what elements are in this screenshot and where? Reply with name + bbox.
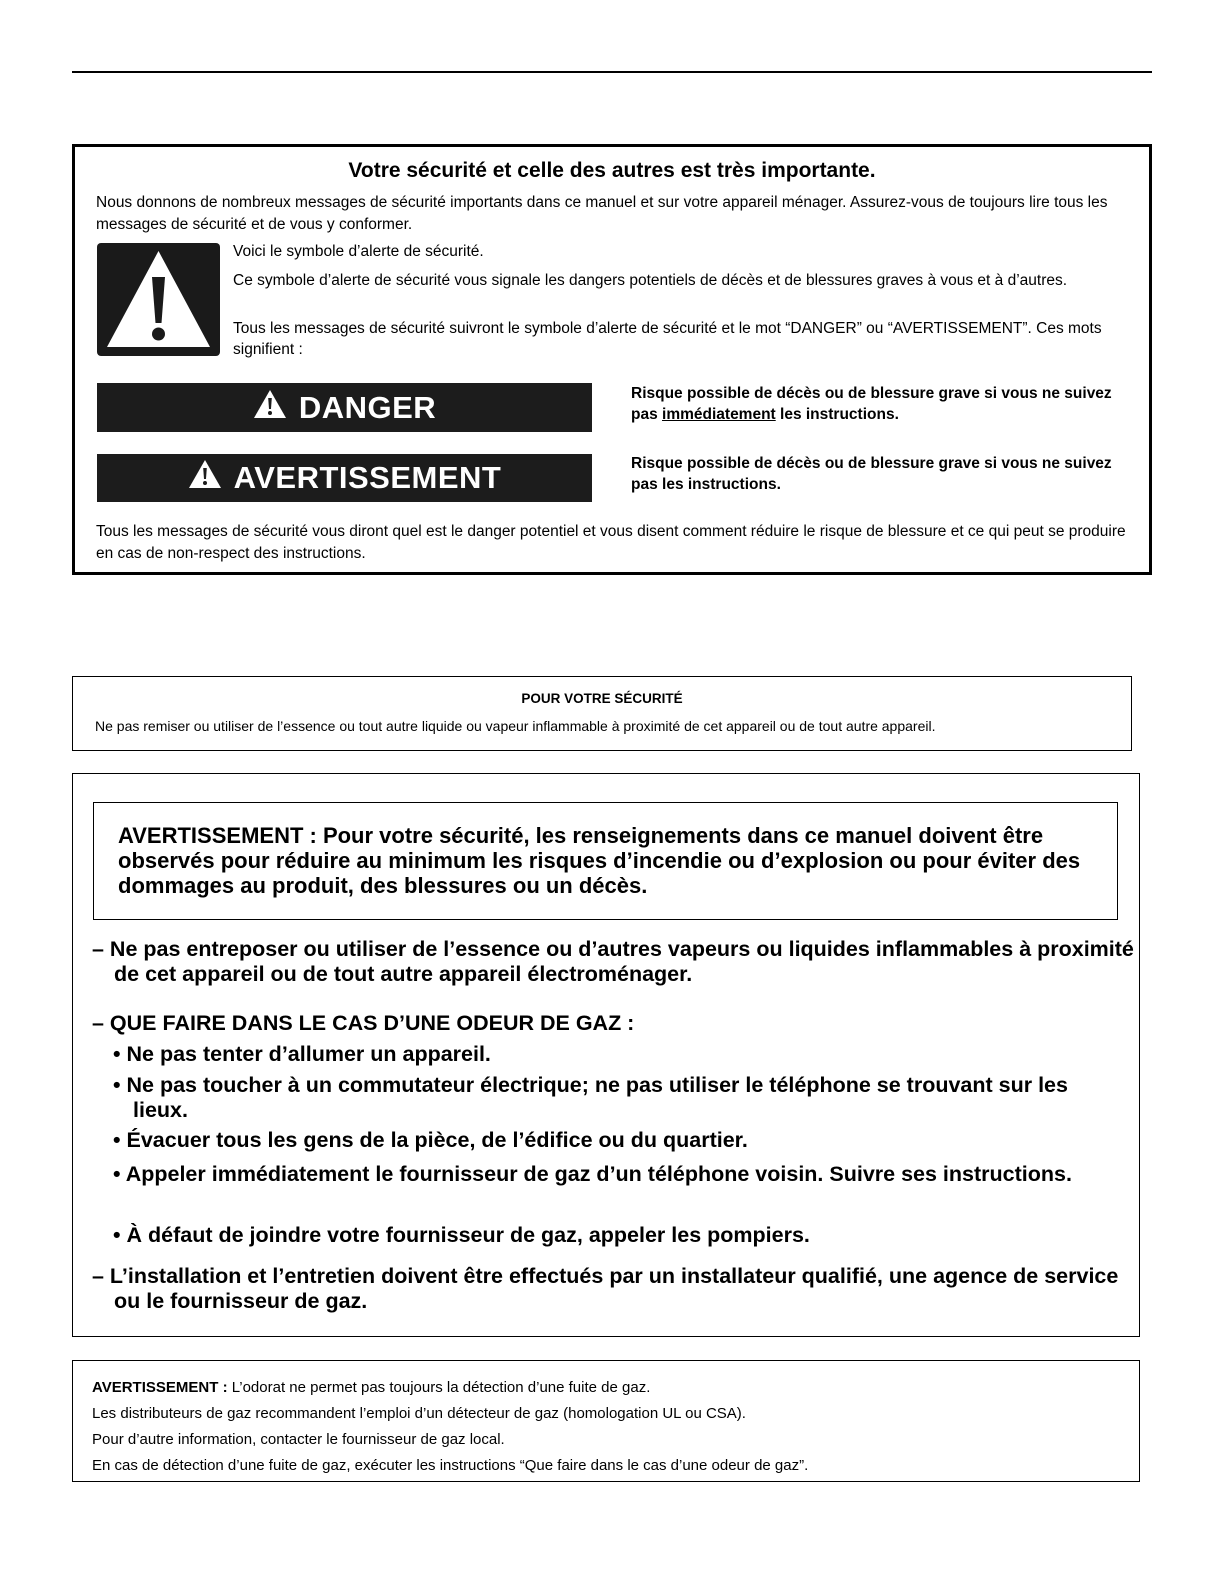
gas-item-heading: – QUE FAIRE DANS LE CAS D’UNE ODEUR DE GAZ : [92, 1011, 635, 1035]
smell-warning-box [72, 1360, 1140, 1482]
warning-label: AVERTISSEMENT [233, 460, 502, 495]
pour-votre-securite-box [72, 676, 1132, 751]
gas-warning-box [72, 773, 1140, 1337]
inner-warning-box [93, 802, 1118, 920]
symbol-line-2: Ce symbole d’alerte de sécurité vous signale les dangers potentiels de décès et de blessures graves à vous et à d’autres. [233, 272, 1068, 289]
smell-line-3: Pour d’autre information, contacter le fournisseur de gaz local. [92, 1431, 505, 1448]
gas-item-storage: – Ne pas entreposer ou utiliser de l’essence ou d’autres vapeurs ou liquides inflammables à proximité de cet appareil ou de tout autre appareil électroménager. [92, 937, 1134, 986]
safety-intro: Nous donnons de nombreux messages de sécurité importants dans ce manuel et sur votre appareil ménager. Assurez-vous de toujours lire tous les messages de sécurité et de vous y conformer. [96, 194, 1108, 233]
warning-description: Risque possible de décès ou de blessure grave si vous ne suivez pas les instructions. [631, 455, 1112, 493]
symbol-line-1: Voici le symbole d’alerte de sécurité. [233, 243, 484, 260]
warning-banner [97, 454, 592, 502]
smell-line-1: AVERTISSEMENT : L’odorat ne permet pas toujours la détection d’une fuite de gaz. [92, 1379, 651, 1396]
danger-label: DANGER [298, 389, 437, 425]
smell-line-2: Les distributeurs de gaz recommandent l’emploi d’un détecteur de gaz (homologation UL ou CSA). [92, 1405, 746, 1422]
gas-item-installation: – L’installation et l’entretien doivent être effectués par un installateur qualifié, une agence de service ou le fournisseur de gaz. [92, 1264, 1119, 1313]
gas-bullet-3: • Évacuer tous les gens de la pièce, de l’édifice ou du quartier. [113, 1128, 748, 1152]
safety-box-title: Votre sécurité et celle des autres est très importante. [348, 159, 876, 182]
safety-footer: Tous les messages de sécurité vous diront quel est le danger potentiel et vous disent comment réduire le risque de blessure et ce qui peut se produire en cas de non-respect des instructions. [96, 523, 1126, 562]
gas-bullet-5: • À défaut de joindre votre fournisseur de gaz, appeler les pompiers. [113, 1223, 810, 1247]
warning-triangle-icon [253, 389, 287, 427]
warning-triangle-icon [97, 243, 220, 356]
safety-box [72, 144, 1152, 575]
inner-warning-text: AVERTISSEMENT : Pour votre sécurité, les renseignements dans ce manuel doivent être observés pour réduire au minimum les risques d’incendie ou d’explosion ou pour éviter des dommages au produit, des blessures ou un décès. [118, 823, 1081, 898]
danger-banner [97, 383, 592, 432]
gas-bullet-4: • Appeler immédiatement le fournisseur de gaz d’un téléphone voisin. Suivre ses instructions. [113, 1162, 1072, 1186]
pour-votre-securite-title: POUR VOTRE SÉCURITÉ [521, 691, 683, 706]
gas-bullet-2: • Ne pas toucher à un commutateur électrique; ne pas utiliser le téléphone se trouvant sur les lieux. [113, 1073, 1068, 1122]
smell-line-4: En cas de détection d’une fuite de gaz, exécuter les instructions “Que faire dans le cas d’une odeur de gaz”. [92, 1457, 809, 1474]
gas-bullet-1: • Ne pas tenter d’allumer un appareil. [113, 1042, 491, 1066]
pour-votre-securite-text: Ne pas remiser ou utiliser de l’essence ou tout autre liquide ou vapeur inflammable à proximité de cet appareil ou de tout autre appareil. [95, 718, 936, 734]
danger-description: Risque possible de décès ou de blessure grave si vous ne suivez pas immédiatement les instructions. [631, 385, 1112, 423]
warning-triangle-icon [188, 459, 222, 497]
symbol-line-3: Tous les messages de sécurité suivront le symbole d’alerte de sécurité et le mot “DANGER” ou “AVERTISSEMENT”. Ces mots signifient : [233, 320, 1102, 358]
top-rule [72, 71, 1152, 73]
